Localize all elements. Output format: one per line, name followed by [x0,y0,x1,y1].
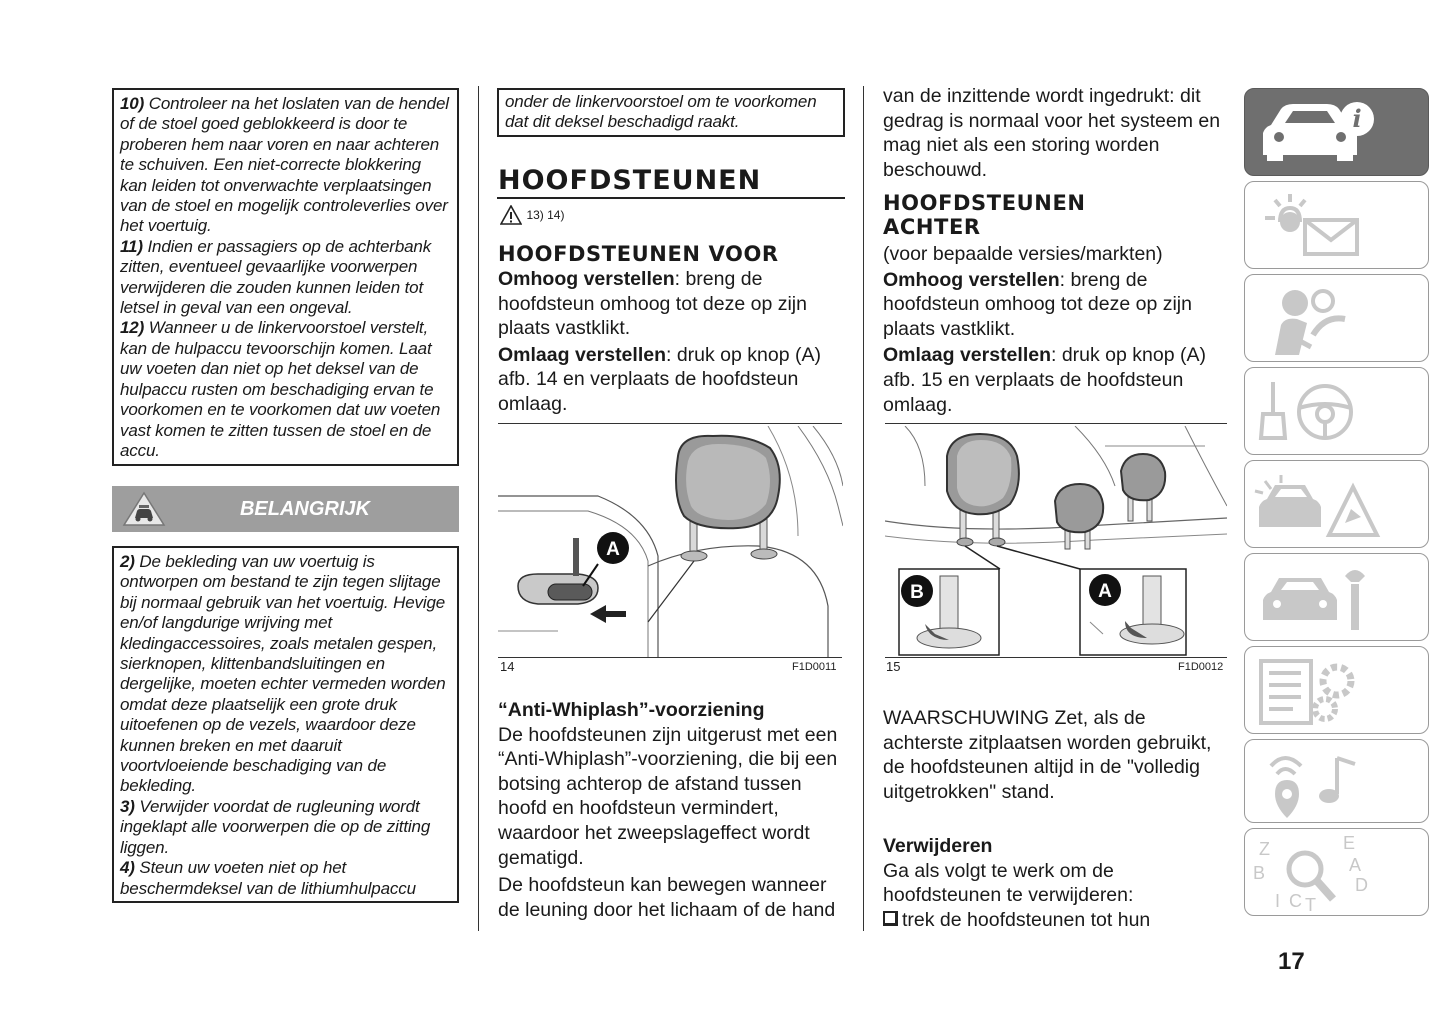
section-title-rule [497,197,845,199]
remove-intro: Ga als volgt te werk om de hoofdsteunen te verwijderen: [883,859,1134,907]
datasheet-gears-icon [1245,647,1430,735]
figure-15-callout-a: A [1098,581,1112,602]
tab-multimedia[interactable] [1244,739,1429,823]
figure-15-code: F1D0012 [1178,661,1224,673]
antiwhiplash-section [498,698,843,922]
car-emergency-icon [1245,461,1430,549]
front-adjust-text [498,267,843,417]
figure-14-number: 14 [500,659,515,674]
index-letter-d: D [1355,875,1368,895]
note-12: 12) Wanneer u de linkervoorstoel verstelt, kan de hulpaccu tevoorschijn komen. Laat uw voeten dan niet op het deksel van de hulpaccu rusten om beschadiging ervan te voorkomen en te voorkomen dat uw voeten vast komen te zitten tussen de stoel en de accu. [120,318,441,460]
front-down-paragraph: Omlaag verstellen: druk op knop (A) afb. 14 en verplaats de hoofdsteun omlaag. [498,343,821,415]
remove-title: Verwijderen [883,835,993,857]
tab-technical-data[interactable] [1244,646,1429,734]
important-notice-bar [112,486,459,532]
checkbox-bullet-icon [883,911,898,926]
car-info-icon [1245,89,1430,177]
figure-14-code: F1D0011 [792,661,837,673]
column-divider-1 [478,86,479,931]
remove-section [883,834,1228,932]
multimedia-note-icon [1245,740,1430,824]
warning-refs-text: 13) 14) [526,208,565,222]
note-3: 3) Verwijder voordat de rugleuning wordt ingeklapt alle voorwerpen die op de zitting liggen. [120,796,431,857]
rear-up-paragraph: Omhoog verstellen: breng de hoofdsteun omhoog tot deze op zijn plaats vastklikt. [883,268,1192,340]
section-title-hoofdsteunen: HOOFDSTEUNEN [498,165,762,196]
achter-title-line-2: ACHTER [883,215,981,239]
figure-15-top-rule [885,423,1227,424]
rear-continued-paragraph: van de inzittende wordt ingedrukt: dit gedrag is normaal voor het systeem en mag niet als een storing worden beschouwd. [883,85,1221,181]
important-label: BELANGRIJK [239,498,370,520]
note-4: 4) Steun uw voeten niet op het beschermdeksel van de lithiumhulpaccu [120,858,416,898]
continued-note-text: onder de linkervoorstoel om te voorkomen dat dit deksel beschadigd raakt. [505,92,817,132]
tab-safety[interactable] [1244,274,1429,362]
remove-bullet-1: trek de hoofdsteunen tot hun [883,908,1228,933]
notes-box-top [112,88,459,466]
index-letter-b: B [1253,863,1266,883]
airbag-passenger-icon [1245,275,1430,363]
front-up-paragraph: Omhoog verstellen: breng de hoofdsteun omhoog tot deze op zijn plaats vastklikt. [498,268,807,340]
subsection-title-voor: HOOFDSTEUNEN VOOR [498,242,779,266]
index-letter-t: T [1305,895,1316,915]
index-letter-e: E [1343,833,1356,853]
note-11: 11) Indien er passagiers op de achterbank zitten, eventueel gevaarlijke voorwerpen verwijderen die zouden kunnen leiden tot letsel in geval van een ongeval. [120,236,432,318]
notes-box-bottom [112,546,459,903]
index-letter-c: C [1289,891,1302,911]
figure-15-callout-b: B [910,582,924,603]
rear-continued-text [883,84,1228,182]
info-letter: i [1352,104,1362,133]
warning-refs [500,205,564,229]
rear-down-paragraph: Omlaag verstellen: druk op knop (A) afb. 15 en verplaats de hoofdsteun omlaag. [883,344,1206,416]
key-steering-wheel-icon [1245,368,1430,456]
continued-note-box [497,88,845,137]
figure-15-number: 15 [886,659,901,674]
rear-warning-paragraph: WAARSCHUWING Zet, als de achterste zitplaatsen worden gebruikt, de hoofdsteunen altijd in de "volledig uitgetrokken" stand. [883,707,1212,803]
rear-adjust-text [883,242,1228,417]
note-10: 10) Controleer na het loslaten van de hendel of de stoel goed geblokkeerd is door te proberen hem naar voren en naar achteren te schuiven. Een niet-correcte blokkering kan leiden tot onverwachte verplaatsingen van de stoel en mogelijk controleverlies over het voertuig. [120,94,449,236]
antiwhiplash-paragraph-1: De hoofdsteunen zijn uitgerust met een “Anti-Whiplash”-voorziening, die bij een botsing achterop de afstand tussen hoofd en hoofdsteun vermindert, waardoor het zweepslageffect wordt gematigd. [498,723,838,869]
warning-lights-icon [1245,182,1430,270]
achter-title-line-1: HOOFDSTEUNEN [883,191,1086,215]
rear-warning-text [883,706,1228,804]
tab-emergency[interactable] [1244,460,1429,548]
car-wrench-icon [1245,554,1430,642]
subsection-title-achter [883,191,1086,239]
figure-15-rear-headrests [885,426,1227,657]
antiwhiplash-title: “Anti-Whiplash”-voorziening [498,699,765,721]
page-number: 17 [1278,948,1305,975]
alphabet-index-icon [1245,829,1430,917]
warning-triangle-car-icon [122,491,166,527]
rear-versions-note: (voor bepaalde versies/markten) [883,243,1163,265]
tab-index[interactable] [1244,828,1429,916]
index-letter-i: I [1275,891,1281,911]
figure-15-bottom-rule [885,657,1227,658]
figure-14-callout-a: A [606,539,620,560]
figure-14-front-headrest [498,426,843,657]
antiwhiplash-paragraph-2: De hoofdsteun kan bewegen wanneer de leuning door het lichaam of de hand [498,874,836,921]
tab-maintenance[interactable] [1244,553,1429,641]
column-divider-2 [863,86,864,931]
index-letter-z: Z [1259,839,1270,859]
figure-14-top-rule [498,423,842,424]
figure-14-bottom-rule [498,657,842,658]
index-letter-a: A [1349,855,1362,875]
tab-lights-messages[interactable] [1244,181,1429,269]
tab-car-info[interactable] [1244,88,1429,176]
note-2: 2) De bekleding van uw voertuig is ontworpen om bestand te zijn tegen slijtage bij normaal gebruik van het voertuig. Hevige en/of langdurige wrijving met kledingaccessoires, zoals metalen gespen, sierknopen, klittenbandsluitingen en dergelijke, moeten echter vermeden worden omdat deze plaatselijk een grote druk uitoefenen op de vezels, waardoor deze kunnen breken en met daaruit voortvloeiende beschadiging van de bekleding. [120,552,446,796]
tab-starting-driving[interactable] [1244,367,1429,455]
warning-triangle-icon [500,205,522,225]
